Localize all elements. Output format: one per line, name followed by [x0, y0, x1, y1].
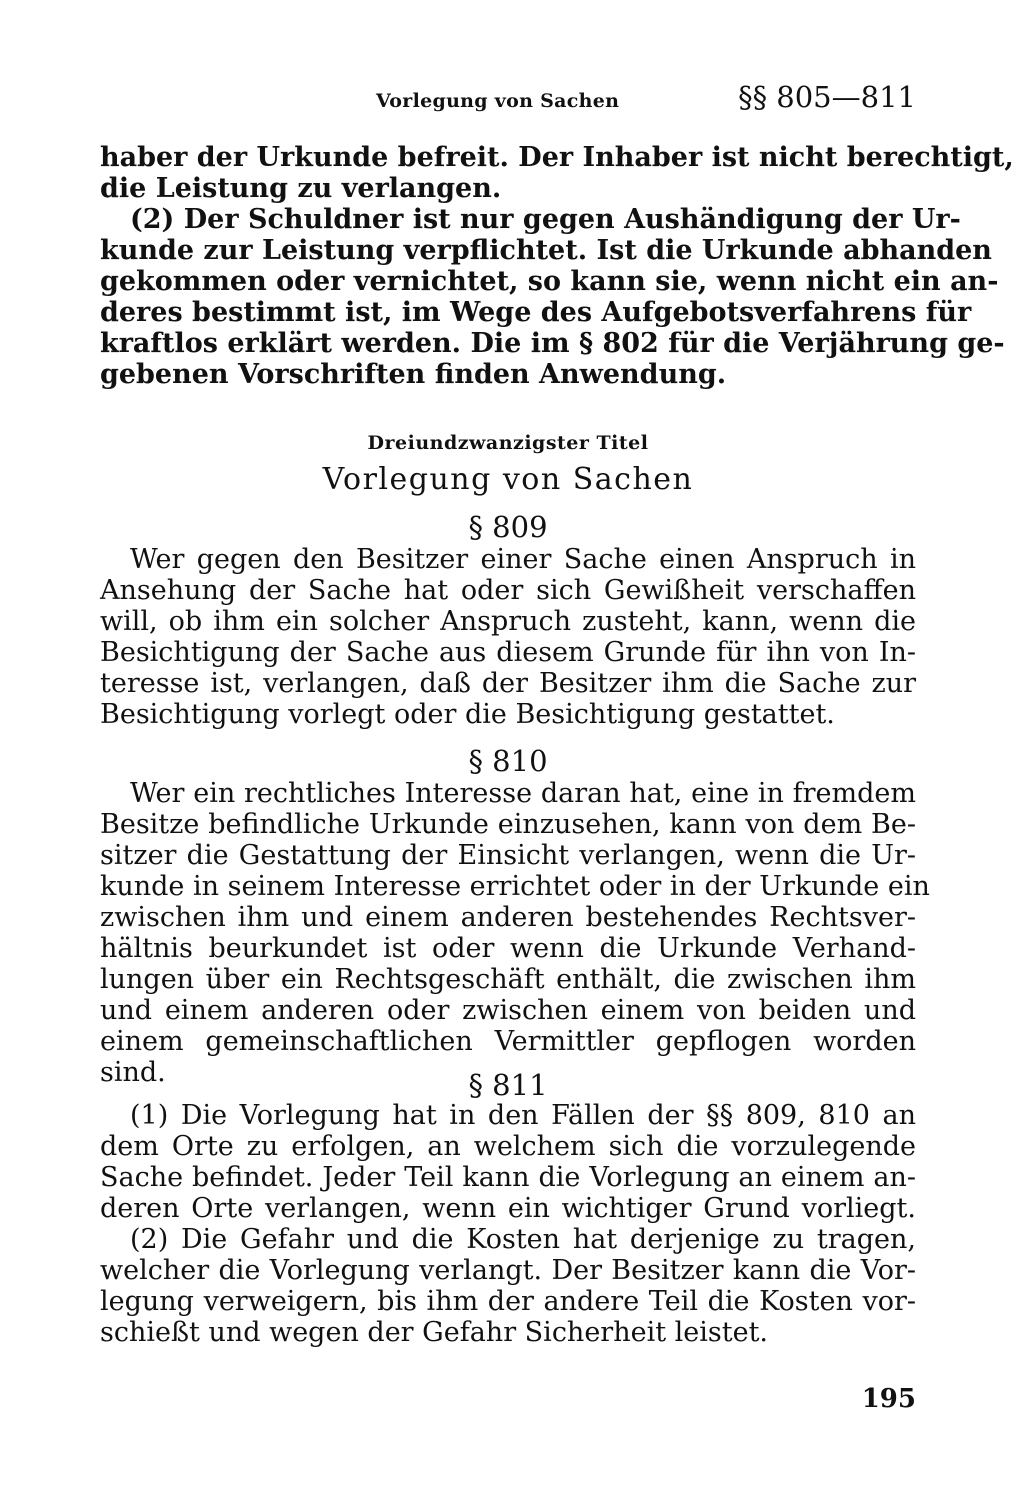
text-line: teresse ist, verlangen, daß der Besitzer ihm die Sache zur [100, 668, 916, 699]
text-line: kraftlos erklärt werden. Die im § 802 für die Verjährung ge- [100, 328, 1005, 359]
section-809-text [100, 544, 916, 730]
text-line: deres bestimmt ist, im Wege des Aufgebotsverfahrens für [100, 297, 972, 328]
text-line: gebenen Vorschriften finden Anwendung. [100, 359, 727, 390]
text-line: legung verweigern, bis ihm der andere Teil die Kosten vor- [100, 1286, 916, 1317]
title-label: Dreiundzwanzigster Titel [367, 432, 649, 454]
text-line: hältnis beurkundet ist oder wenn die Urkunde Verhand- [100, 933, 916, 964]
text-line: die Leistung zu verlangen. [100, 173, 502, 204]
section-heading-810: § 810 [468, 744, 548, 778]
text-line: Besichtigung der Sache aus diesem Grunde für ihn von In- [100, 637, 916, 668]
section-810-text [100, 778, 930, 1088]
text-line: zwischen ihm und einem anderen bestehendes Rechtsver- [100, 902, 916, 933]
text-line: Besitze befindliche Urkunde einzusehen, kann von dem Be- [100, 809, 916, 840]
section-heading-809: § 809 [468, 510, 548, 544]
text-line: schießt und wegen der Gefahr Sicherheit leistet. [100, 1317, 769, 1348]
text-line: sind. [100, 1057, 166, 1088]
page-number: 195 [861, 1384, 916, 1414]
text-line: kunde in seinem Interesse errichtet oder in der Urkunde ein [100, 871, 930, 902]
text-line: (2) Der Schuldner ist nur gegen Aushändigung der Ur- [130, 204, 961, 235]
text-line: sitzer die Gestattung der Einsicht verlangen, wenn die Ur- [100, 840, 916, 871]
text-line: Wer gegen den Besitzer einer Sache einen Anspruch in [130, 544, 916, 575]
text-line: einem gemeinschaftlichen Vermittler gepflogen worden [100, 1026, 916, 1057]
text-line: dem Orte zu erfolgen, an welchem sich die vorzulegende [100, 1131, 916, 1162]
running-head [100, 80, 916, 120]
text-line: (1) Die Vorlegung hat in den Fällen der §§ 809, 810 an [130, 1100, 916, 1131]
text-line: Wer ein rechtliches Interesse daran hat, eine in fremdem [130, 778, 916, 809]
section-heading-811: § 811 [468, 1068, 548, 1102]
text-line: und einem anderen oder zwischen einem von beiden und [100, 995, 916, 1026]
text-line: welcher die Vorlegung verlangt. Der Besitzer kann die Vor- [100, 1255, 916, 1286]
text-line: Ansehung der Sache hat oder sich Gewißheit verschaffen [100, 575, 916, 606]
text-line: gekommen oder vernichtet, so kann sie, wenn nicht ein an- [100, 266, 999, 297]
text-line: (2) Die Gefahr und die Kosten hat derjenige zu tragen, [130, 1224, 916, 1255]
text-line: Sache befindet. Jeder Teil kann die Vorlegung an einem an- [100, 1162, 916, 1193]
text-line: Besichtigung vorlegt oder die Besichtigung gestattet. [100, 699, 835, 730]
continuation-paragraph [100, 142, 1014, 390]
text-line: haber der Urkunde befreit. Der Inhaber ist nicht berechtigt, [100, 142, 1014, 173]
title-heading: Vorlegung von Sachen [322, 462, 694, 497]
running-head-title: Vorlegung von Sachen [376, 90, 620, 112]
running-head-sections: §§ 805—811 [738, 80, 916, 114]
text-line: will, ob ihm ein solcher Anspruch zusteht, kann, wenn die [100, 606, 916, 637]
text-line: deren Orte verlangen, wenn ein wichtiger Grund vorliegt. [100, 1193, 916, 1224]
text-line: lungen über ein Rechtsgeschäft enthält, die zwischen ihm [100, 964, 916, 995]
text-line: kunde zur Leistung verpflichtet. Ist die Urkunde abhanden [100, 235, 992, 266]
section-811-text [100, 1100, 916, 1348]
